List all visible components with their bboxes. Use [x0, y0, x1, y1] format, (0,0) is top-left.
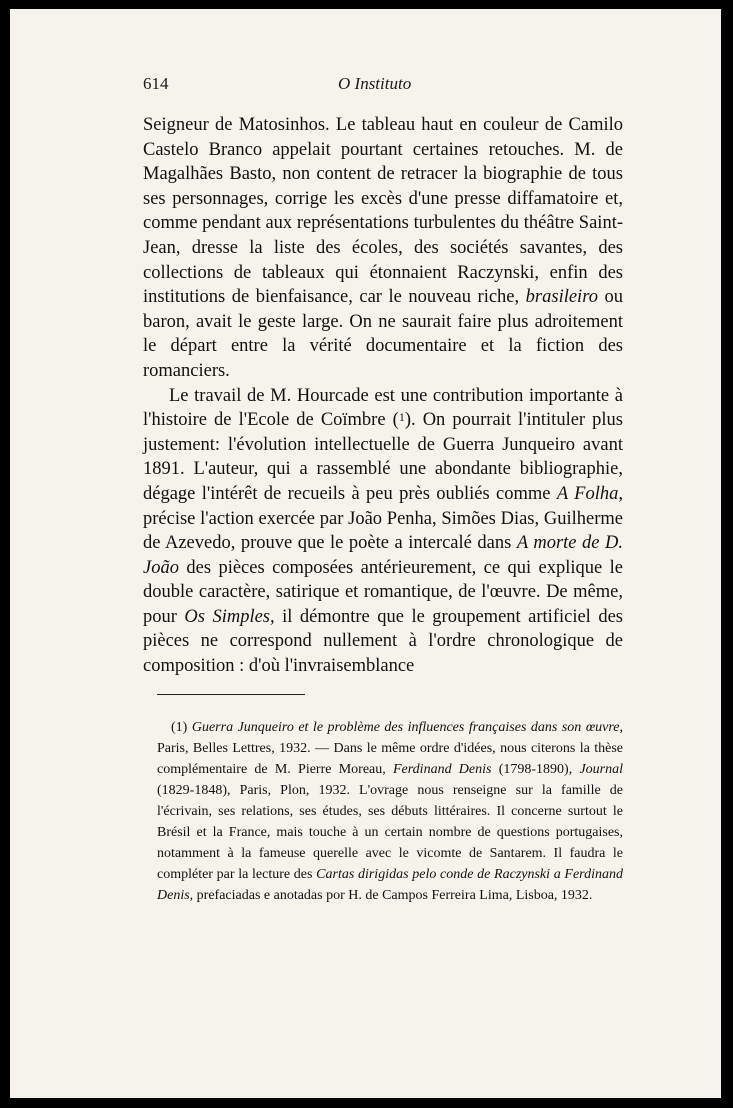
paragraph-2-text-d: précise l'action exercée par João Penha, Simões Dias, Guilherme de Azevedo, prouve que le poète a intercalé dans	[143, 508, 623, 554]
footnote-reference[interactable]: 1	[398, 409, 405, 424]
footnote-paragraph	[157, 717, 623, 906]
paragraph-2	[143, 384, 623, 679]
paragraph-2-text-f: des pièces composées antérieurement, ce qui explique le double caractère, satirique et romantique, de l'œuvre. De même, pour	[143, 557, 623, 627]
page-number: 614	[143, 74, 169, 93]
paragraph-2-text-a: Le travail de M. Hourcade est une contribution importante à l'histoire de l'Ecole de Coïmbre (	[143, 385, 623, 431]
footnote-italic-cartas: Cartas dirigidas pelo conde de Raczynski a Ferdinand Denis,	[157, 867, 623, 903]
footnote-italic-journal: Journal	[579, 762, 623, 777]
footnote-italic-ferdinand-denis: Ferdinand Denis	[392, 762, 492, 777]
footnote-italic-title: Guerra Junqueiro et le problème des influences françaises dans son œuvre,	[191, 720, 624, 735]
paragraph-2-italic-os-simples: Os Simples,	[184, 606, 275, 627]
paragraph-2-text-b: ). On pourrait l'intituler plus justement: l'évolution intellectuelle de Guerra Junqueiro avant 1891. L'auteur, qui a rassemblé une abondante bibliographie, dégage l'intérêt de recueils à peu près oubliés comme	[143, 410, 624, 504]
footnote-separator-rule	[157, 694, 305, 695]
footnote-text-6: (1829-1848), Paris, Plon, 1932. L'ovrage nous renseigne sur la famille de l'écrivain, ses relations, ses études, ses débuts littéraires. Il concerne surtout le Brésil et la France, mais touche à un certain nombre de questions portugaises, notamment à la fameuse querelle avec le vicomte de Santarem. Il faudra le compléter par la lecture des	[157, 783, 623, 882]
paragraph-1	[143, 113, 623, 384]
running-header	[143, 74, 671, 98]
footnote-marker: (1)	[171, 720, 188, 735]
paragraph-2-italic-a-morte: A morte de D. João	[143, 533, 623, 578]
body-text	[143, 113, 623, 679]
paragraph-1-text-a: Seigneur de Matosinhos. Le tableau haut en couleur de Camilo Castelo Branco appelait pourtant certaines retouches. M. de Magalhães Basto, non content de retracer la biographie de tous ses personnages, corrige les excès d'une presse diffamatoire et, comme pendant aux représentations turbulentes du théâtre Saint-Jean, dresse la liste des écoles, des sociétés savantes, des collections de tableaux qui étonnaient Raczynski, enfin des institutions de bienfaisance, car le nouveau riche,	[143, 115, 623, 308]
paragraph-1-italic-brasileiro: brasileiro	[525, 287, 598, 308]
paragraph-1-text-c: ou baron, avait le geste large. On ne saurait faire plus adroitement le départ entre la vérité documentaire et la fiction des romanciers.	[143, 287, 623, 381]
running-title: O Instituto	[338, 74, 412, 93]
footnote-text-4: (1798-1890),	[491, 762, 580, 777]
paragraph-2-italic-a-folha: A Folha,	[556, 483, 623, 504]
footnote-text-8: prefaciadas e anotadas por H. de Campos Ferreira Lima, Lisboa, 1932.	[193, 888, 593, 903]
footnote-text-2: Paris, Belles Lettres, 1932. — Dans le même ordre d'idées, nous citerons la thèse complémentaire de M. Pierre Moreau,	[157, 741, 623, 777]
footnote	[157, 717, 623, 906]
paragraph-2-text-h: il démontre que le groupement artificiel des pièces ne correspond nullement à l'ordre chronologique de composition : d'où l'invraisemblance	[143, 606, 623, 677]
book-page	[10, 9, 721, 1098]
